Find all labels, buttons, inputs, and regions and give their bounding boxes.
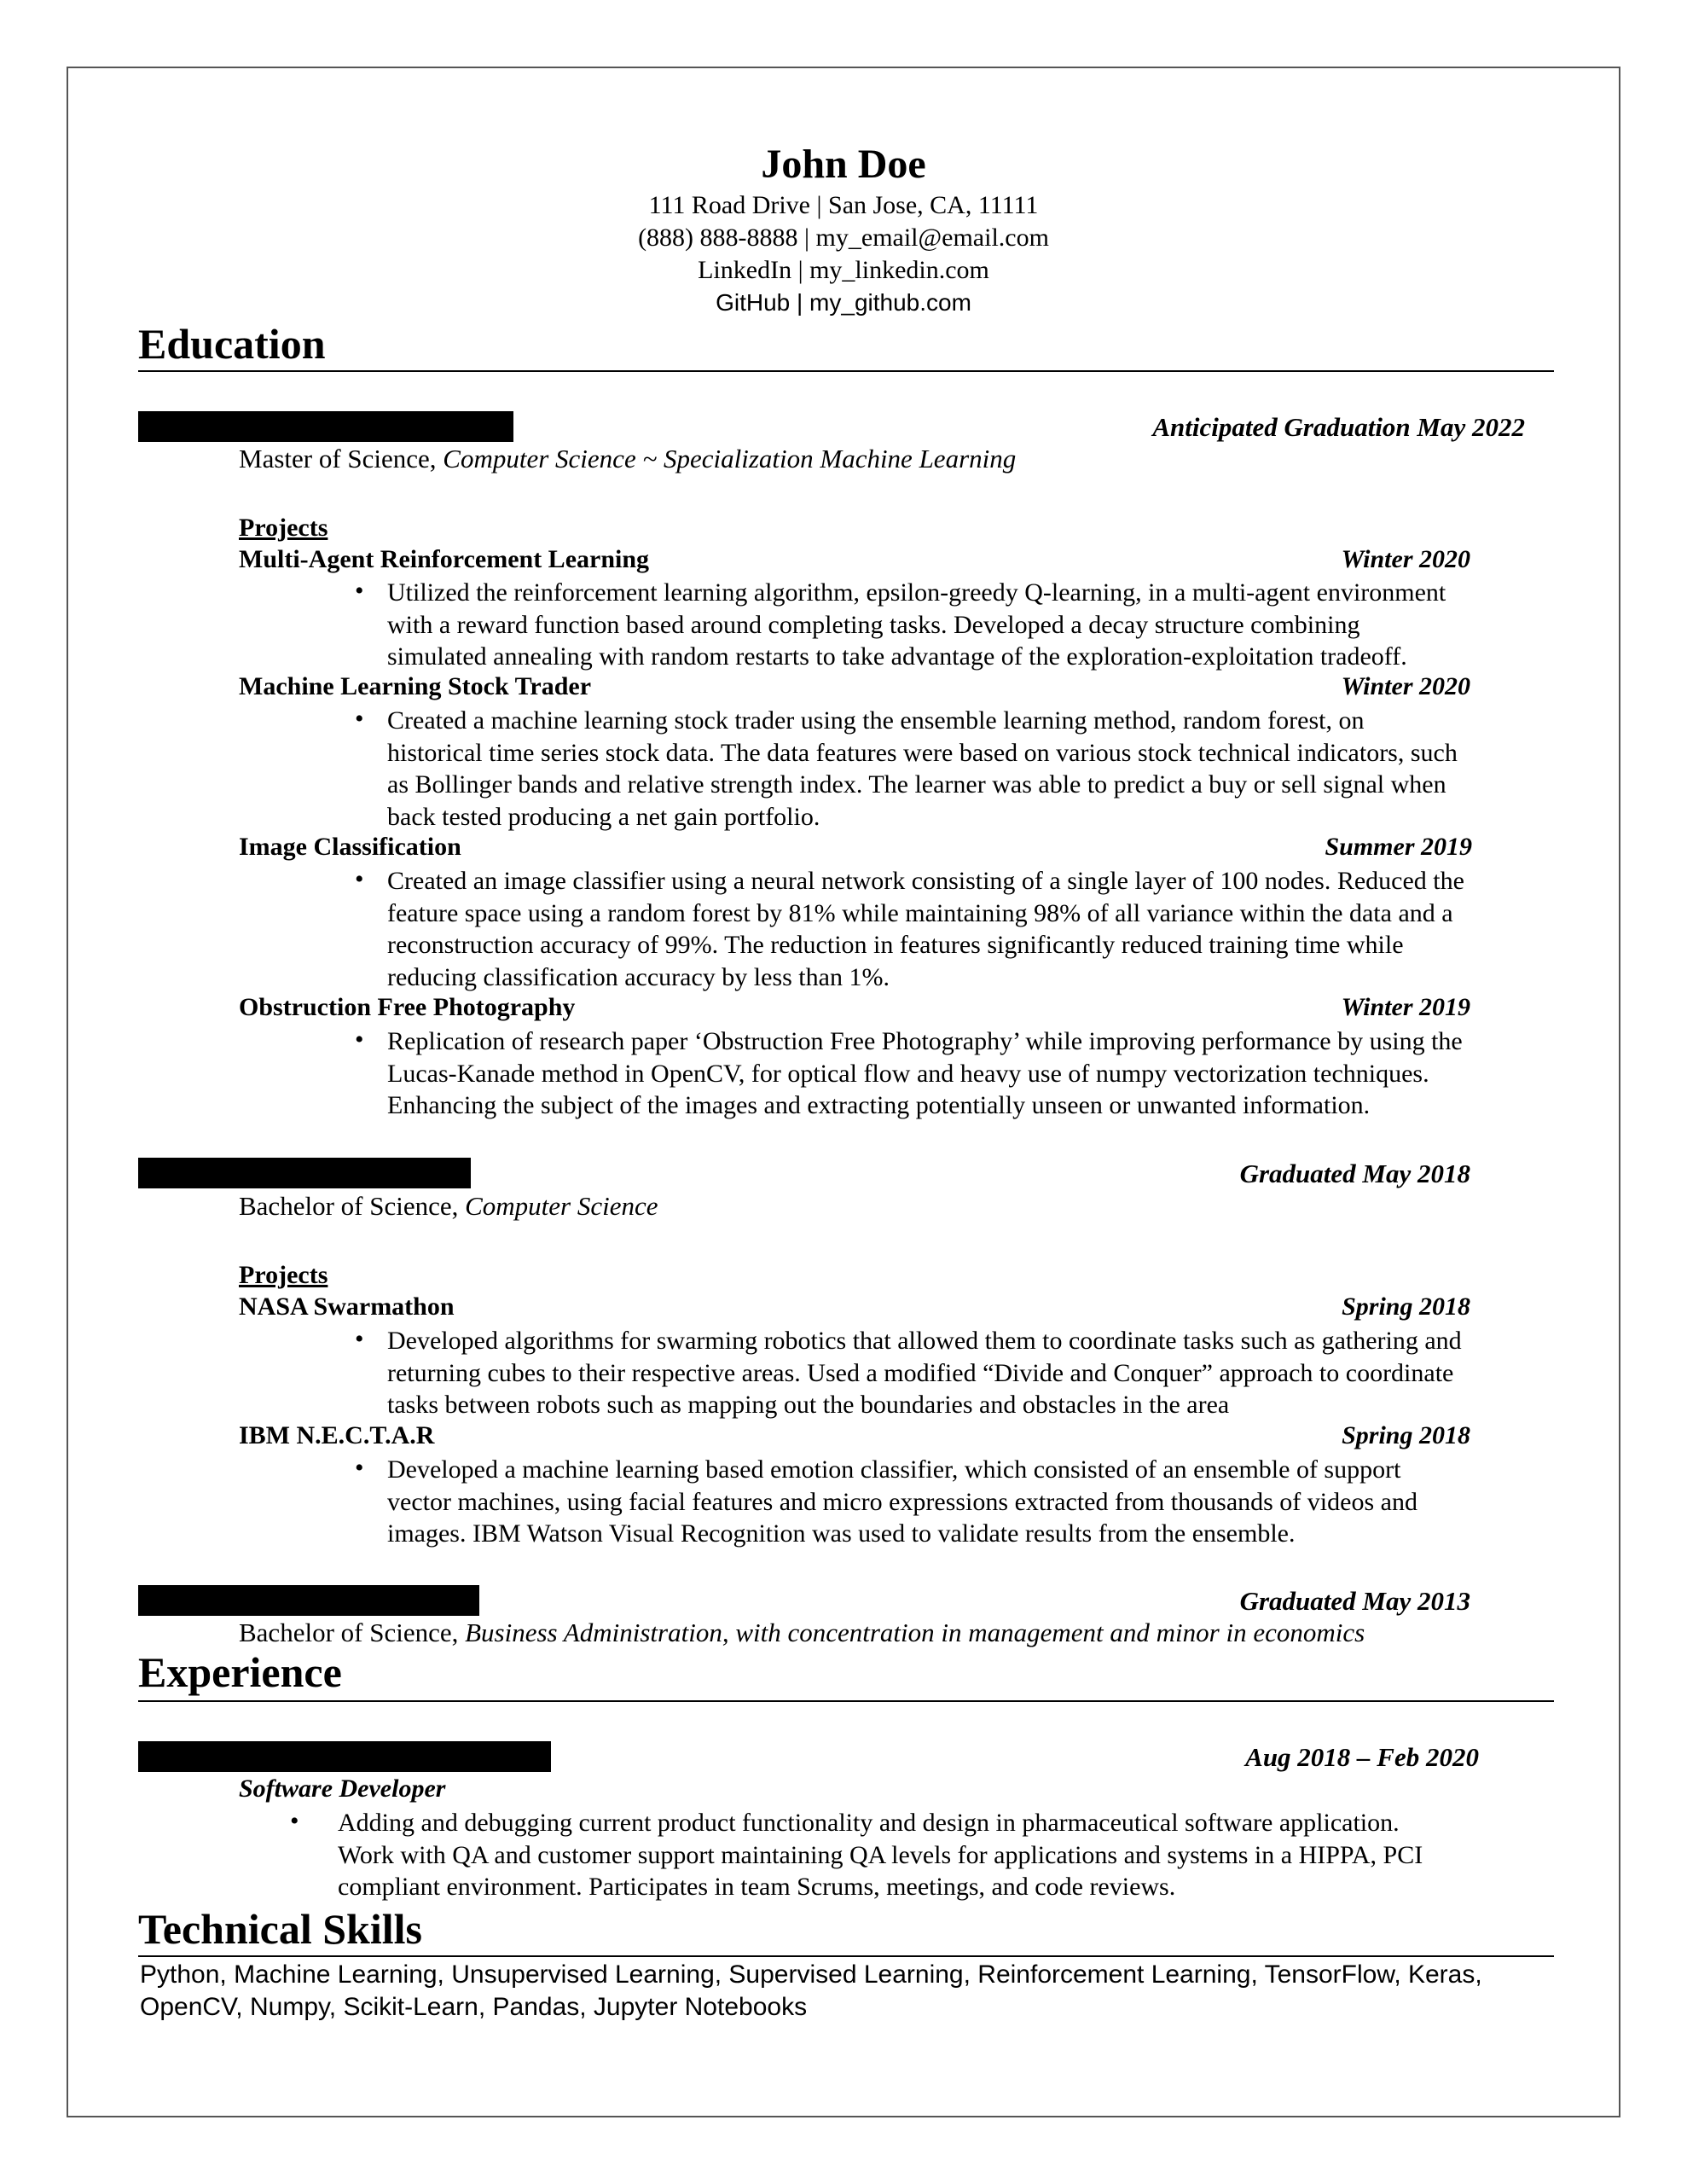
projects-label: Projects [239, 1261, 328, 1289]
description-line: as Bollinger bands and relative strength index. The learner was able to predict a buy or sell signal when [387, 770, 1446, 799]
redacted-employer-name [138, 1741, 551, 1772]
graduation-date: Graduated May 2018 [1239, 1159, 1470, 1188]
project-title: Machine Learning Stock Trader [239, 672, 592, 700]
project-title: IBM N.E.C.T.A.R [239, 1421, 435, 1449]
github-line: GitHub | my_github.com [716, 289, 971, 316]
bullet-icon: • [355, 577, 364, 605]
description-line: compliant environment. Participates in team Scrums, meetings, and code reviews. [338, 1873, 1176, 1901]
description-line: Adding and debugging current product functionality and design in pharmaceutical software application. [338, 1809, 1400, 1837]
description-line: reconstruction accuracy of 99%. The reduction in features significantly reduced training time while [387, 931, 1404, 959]
education-heading: Education [138, 320, 326, 368]
description-line: vector machines, using facial features and micro expressions extracted from thousands of videos and [387, 1487, 1417, 1516]
resume-name: John Doe [761, 142, 926, 187]
linkedin-line: LinkedIn | my_linkedin.com [698, 256, 989, 284]
experience-rule [138, 1700, 1554, 1702]
description-line: with a reward function based around completing tasks. Developed a decay structure combining [387, 610, 1360, 639]
description-line: Utilized the reinforcement learning algorithm, epsilon-greedy Q-learning, in a multi-agent environment [387, 578, 1446, 607]
project-date: Winter 2019 [1341, 993, 1470, 1021]
project-date: Winter 2020 [1341, 545, 1470, 573]
graduation-date: Anticipated Graduation May 2022 [1152, 412, 1525, 442]
description-line: images. IBM Watson Visual Recognition was used to validate results from the ensemble. [387, 1519, 1296, 1548]
description-line: reducing classification accuracy by less than 1%. [387, 962, 890, 991]
graduation-date: Graduated May 2013 [1239, 1586, 1470, 1616]
project-date: Spring 2018 [1342, 1292, 1470, 1321]
project-title: NASA Swarmathon [239, 1292, 455, 1321]
phone-email-line: (888) 888-8888 | my_email@email.com [638, 224, 1049, 252]
description-line: back tested producing a net gain portfolio. [387, 802, 820, 831]
degree-line [239, 1618, 1365, 1648]
degree-field: Computer Science [465, 1191, 658, 1221]
description-line: Enhancing the subject of the images and extracting potentially unseen or unwanted information. [387, 1091, 1371, 1119]
description-line: Created an image classifier using a neural network consisting of a single layer of 100 nodes. Reduced the [387, 867, 1464, 895]
bullet-icon: • [355, 1025, 364, 1054]
degree-name: Bachelor of Science, [239, 1618, 459, 1647]
experience-heading: Experience [138, 1648, 342, 1696]
skills-line: Python, Machine Learning, Unsupervised Learning, Supervised Learning, Reinforcement Learning, TensorFlow, Keras, [140, 1960, 1482, 1989]
employment-dates: Aug 2018 – Feb 2020 [1245, 1742, 1479, 1772]
bullet-icon: • [355, 1325, 364, 1353]
skills-heading: Technical Skills [138, 1905, 422, 1953]
degree-field: Business Administration, with concentration in management and minor in economics [465, 1618, 1365, 1647]
description-line: Replication of research paper ‘Obstruction Free Photography’ while improving performance by using the [387, 1027, 1463, 1055]
redacted-school-name [138, 1158, 471, 1188]
description-line: Lucas-Kanade method in OpenCV, for optical flow and heavy use of numpy vectorization techniques. [387, 1059, 1429, 1088]
project-description [387, 705, 1458, 833]
description-line: Developed a machine learning based emotion classifier, which consisted of an ensemble of support [387, 1455, 1401, 1484]
description-line: feature space using a random forest by 81% while maintaining 98% of all variance within the data and a [387, 898, 1453, 927]
redacted-school-name [138, 1585, 479, 1616]
skills-rule [138, 1955, 1554, 1957]
projects-label: Projects [239, 514, 328, 542]
bullet-icon: • [355, 865, 364, 893]
skills-line: OpenCV, Numpy, Scikit-Learn, Pandas, Jupyter Notebooks [140, 1993, 808, 2021]
bullet-icon: • [355, 1454, 364, 1482]
description-line: Created a machine learning stock trader using the ensemble learning method, random forest, on [387, 706, 1365, 735]
education-rule [138, 370, 1554, 372]
description-line: historical time series stock data. The data features were based on various stock technical indicators, such [387, 738, 1458, 767]
project-title: Multi-Agent Reinforcement Learning [239, 545, 650, 573]
redacted-school-name [138, 411, 513, 442]
degree-line [239, 444, 1016, 474]
description-line: Work with QA and customer support maintaining QA levels for applications and systems in a HIPPA, PCI [338, 1840, 1423, 1869]
degree-name: Master of Science, [239, 444, 437, 473]
project-date: Winter 2020 [1341, 672, 1470, 700]
project-description [387, 1325, 1462, 1421]
project-date: Spring 2018 [1342, 1421, 1470, 1449]
description-line: simulated annealing with random restarts to take advantage of the exploration-exploitation tradeoff. [387, 642, 1407, 671]
job-role: Software Developer [239, 1774, 446, 1803]
address-line: 111 Road Drive | San Jose, CA, 11111 [648, 191, 1039, 219]
bullet-icon: • [355, 705, 364, 733]
bullet-icon: • [290, 1807, 299, 1835]
description-line: returning cubes to their respective areas. Used a modified “Divide and Conquer” approach to coordinate [387, 1358, 1454, 1387]
degree-line [239, 1191, 658, 1222]
job-description [338, 1807, 1423, 1903]
project-description [387, 865, 1464, 993]
project-title: Obstruction Free Photography [239, 993, 576, 1021]
project-title: Image Classification [239, 833, 461, 861]
project-description [387, 1025, 1463, 1122]
degree-field: Computer Science ~ Specialization Machine Learning [443, 444, 1017, 473]
skills-list [140, 1959, 1482, 2024]
description-line: tasks between robots such as mapping out the boundaries and obstacles in the area [387, 1391, 1230, 1419]
project-description [387, 1454, 1417, 1550]
degree-name: Bachelor of Science, [239, 1191, 459, 1221]
description-line: Developed algorithms for swarming robotics that allowed them to coordinate tasks such as gathering and [387, 1327, 1462, 1355]
project-date: Summer 2019 [1325, 833, 1472, 861]
project-description [387, 577, 1446, 673]
